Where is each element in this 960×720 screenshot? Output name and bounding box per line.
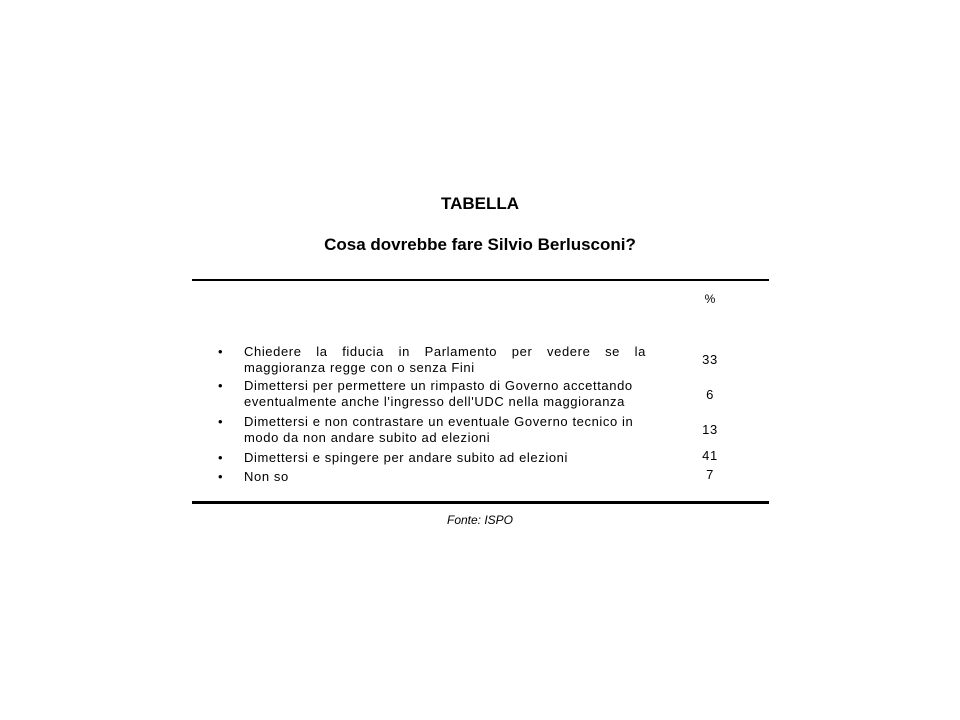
bullet-icon: • bbox=[218, 378, 224, 393]
bullet-icon: • bbox=[218, 414, 224, 429]
source-note: Fonte: ISPO bbox=[446, 513, 514, 527]
row-label-line: modo da non andare subito ad elezioni bbox=[244, 430, 491, 445]
row-label-line: maggioranza regge con o senza Fini bbox=[244, 360, 475, 375]
row-value: 41 bbox=[702, 448, 718, 463]
row-label bbox=[244, 469, 646, 485]
percent-column-header: % bbox=[704, 292, 716, 306]
row-label bbox=[244, 414, 646, 446]
bullet-icon: • bbox=[218, 344, 224, 359]
row-value: 13 bbox=[702, 422, 718, 437]
row-value: 33 bbox=[702, 352, 718, 367]
row-label bbox=[244, 344, 646, 376]
bullet-icon: • bbox=[218, 469, 224, 484]
row-label-line: Non so bbox=[244, 469, 289, 484]
row-label bbox=[244, 450, 646, 466]
row-label-line: Dimettersi per permettere un rimpasto di Governo accettando bbox=[244, 378, 633, 393]
bottom-rule bbox=[192, 501, 769, 504]
row-label-line: Dimettersi e spingere per andare subito ad elezioni bbox=[244, 450, 568, 465]
bullet-icon: • bbox=[218, 450, 224, 465]
row-label bbox=[244, 378, 646, 410]
table-heading: TABELLA bbox=[440, 194, 520, 213]
row-value: 6 bbox=[706, 387, 714, 402]
row-label-line: Dimettersi e non contrastare un eventuale Governo tecnico in bbox=[244, 414, 634, 429]
row-label-line: eventualmente anche l'ingresso dell'UDC nella maggioranza bbox=[244, 394, 625, 409]
row-value: 7 bbox=[706, 467, 714, 482]
top-rule bbox=[192, 279, 769, 281]
table-question: Cosa dovrebbe fare Silvio Berlusconi? bbox=[324, 235, 636, 254]
row-label-line: Chiedere la fiducia in Parlamento per vedere se la bbox=[244, 344, 646, 359]
